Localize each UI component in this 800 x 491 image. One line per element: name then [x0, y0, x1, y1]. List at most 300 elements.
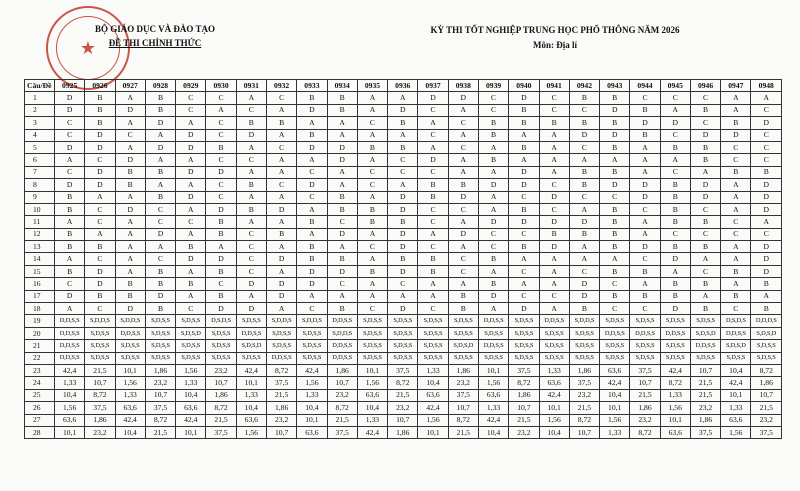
answer-cell: 23,2: [509, 426, 539, 438]
answer-cell: A: [357, 290, 387, 302]
answer-cell: C: [539, 92, 569, 104]
answer-cell: S,D,S,S: [569, 327, 599, 339]
answer-cell: S,D,S,S: [388, 340, 418, 352]
answer-cell: C: [448, 117, 478, 129]
answer-cell: D: [509, 92, 539, 104]
table-row: [25, 117, 782, 129]
answer-cell: 37,5: [85, 402, 115, 414]
question-number: 27: [25, 414, 55, 426]
answer-cell: B: [115, 179, 145, 191]
answer-cell: 10,1: [236, 377, 266, 389]
answer-cell: A: [569, 154, 599, 166]
answer-cell: C: [236, 228, 266, 240]
answer-cell: C: [721, 154, 751, 166]
question-number: 17: [25, 290, 55, 302]
answer-cell: A: [630, 228, 660, 240]
answer-cell: C: [176, 216, 206, 228]
answer-cell: 10,4: [600, 389, 630, 401]
answer-cell: 8,72: [509, 377, 539, 389]
answer-cell: C: [85, 203, 115, 215]
answer-cell: B: [236, 117, 266, 129]
answer-cell: 8,72: [266, 364, 296, 376]
answer-cell: 42,4: [236, 364, 266, 376]
answer-cell: 42,4: [539, 389, 569, 401]
answer-cell: A: [388, 92, 418, 104]
answer-cell: 8,72: [448, 414, 478, 426]
answer-cell: A: [145, 129, 175, 141]
answer-cell: B: [327, 253, 357, 265]
exam-code-header: 0945: [660, 80, 690, 92]
answer-cell: 63,6: [721, 414, 751, 426]
answer-cell: D: [236, 303, 266, 315]
answer-cell: A: [266, 303, 296, 315]
answer-cell: 63,6: [176, 402, 206, 414]
answer-cell: A: [115, 253, 145, 265]
answer-cell: B: [418, 253, 448, 265]
answer-cell: A: [357, 253, 387, 265]
answer-cell: D: [630, 191, 660, 203]
answer-cell: C: [630, 203, 660, 215]
answer-cell: 10,4: [721, 364, 751, 376]
answer-cell: B: [297, 92, 327, 104]
answer-cell: 63,6: [418, 389, 448, 401]
subject-label: Môn: Địa lí: [533, 40, 577, 50]
answer-cell: 42,4: [721, 377, 751, 389]
answer-cell: A: [236, 141, 266, 153]
answer-cell: C: [145, 203, 175, 215]
answer-cell: 42,4: [55, 364, 85, 376]
answer-cell: D: [751, 203, 782, 215]
question-number: 18: [25, 303, 55, 315]
table-row: [25, 426, 782, 438]
answer-cell: S,D,S,S: [660, 352, 690, 364]
answer-cell: A: [509, 278, 539, 290]
exam-code-header: 0937: [418, 80, 448, 92]
answer-cell: B: [448, 290, 478, 302]
answer-cell: C: [509, 228, 539, 240]
answer-cell: S,D,S,S: [145, 327, 175, 339]
answer-cell: 1,33: [297, 389, 327, 401]
answer-cell: B: [115, 290, 145, 302]
question-number: 2: [25, 104, 55, 116]
answer-cell: A: [266, 166, 296, 178]
answer-cell: A: [418, 278, 448, 290]
answer-cell: S,D,S,S: [448, 315, 478, 327]
answer-cell: 10,4: [297, 402, 327, 414]
answer-cell: C: [751, 104, 782, 116]
answer-cell: B: [721, 117, 751, 129]
answer-cell: C: [751, 154, 782, 166]
answer-cell: B: [539, 228, 569, 240]
answer-cell: A: [690, 290, 720, 302]
answer-cell: B: [721, 290, 751, 302]
answer-cell: S,D,S,S: [357, 315, 387, 327]
answer-cell: D: [55, 141, 85, 153]
answer-cell: C: [388, 166, 418, 178]
answer-cell: D,D,S,S: [630, 327, 660, 339]
answer-cell: A: [297, 228, 327, 240]
answer-cell: S,D,S,S: [206, 352, 236, 364]
table-row: [25, 154, 782, 166]
answer-cell: D: [448, 228, 478, 240]
answer-cell: B: [660, 290, 690, 302]
answer-cell: B: [478, 117, 508, 129]
answer-cell: B: [660, 241, 690, 253]
answer-cell: B: [145, 278, 175, 290]
answer-cell: S,D,S,S: [600, 340, 630, 352]
answer-cell: A: [176, 154, 206, 166]
answer-cell: S,D,D,S: [297, 315, 327, 327]
answer-cell: C: [236, 241, 266, 253]
answer-cell: D,D,S,S: [55, 315, 85, 327]
question-number: 13: [25, 241, 55, 253]
answer-cell: S,D,S,S: [721, 352, 751, 364]
answer-cell: D: [448, 191, 478, 203]
answer-cell: C: [690, 228, 720, 240]
answer-cell: C: [176, 303, 206, 315]
answer-cell: S,D,S,D: [176, 327, 206, 339]
answer-cell: A: [539, 253, 569, 265]
answer-cell: C: [660, 166, 690, 178]
question-number: 16: [25, 278, 55, 290]
answer-cell: C: [418, 216, 448, 228]
answer-cell: A: [721, 241, 751, 253]
answer-cell: S,D,S,S: [690, 352, 720, 364]
answer-cell: B: [206, 228, 236, 240]
answer-cell: A: [236, 166, 266, 178]
answer-cell: B: [327, 203, 357, 215]
answer-cell: 10,1: [660, 414, 690, 426]
answer-cell: 1,56: [297, 377, 327, 389]
answer-cell: D: [630, 241, 660, 253]
answer-cell: B: [418, 179, 448, 191]
answer-cell: C: [448, 141, 478, 153]
answer-cell: S,D,S,D: [236, 340, 266, 352]
answer-cell: C: [206, 191, 236, 203]
answer-cell: B: [418, 191, 448, 203]
answer-cell: C: [660, 228, 690, 240]
answer-cell: A: [751, 216, 782, 228]
answer-cell: D: [630, 117, 660, 129]
answer-cell: B: [630, 129, 660, 141]
answer-cell: C: [569, 265, 599, 277]
table-row: [25, 92, 782, 104]
answer-cell: 1,33: [357, 414, 387, 426]
answer-cell: A: [539, 141, 569, 153]
answer-cell: 1,33: [660, 389, 690, 401]
answer-cell: 63,6: [236, 414, 266, 426]
answer-cell: 10,1: [115, 364, 145, 376]
answer-cell: B: [630, 290, 660, 302]
answer-cell: C: [176, 92, 206, 104]
answer-cell: C: [630, 303, 660, 315]
answer-cell: C: [266, 179, 296, 191]
answer-cell: B: [145, 104, 175, 116]
answer-cell: A: [115, 241, 145, 253]
answer-cell: S,D,S,S: [418, 315, 448, 327]
answer-cell: 37,5: [690, 426, 720, 438]
answer-cell: A: [539, 303, 569, 315]
answer-cell: D: [206, 203, 236, 215]
answer-cell: A: [418, 117, 448, 129]
answer-cell: B: [751, 303, 782, 315]
answer-cell: A: [266, 129, 296, 141]
exam-code-header: 0946: [690, 80, 720, 92]
answer-cell: S,D,S,S: [145, 340, 175, 352]
answer-cell: D: [388, 265, 418, 277]
answer-cell: C: [509, 290, 539, 302]
answer-cell: B: [206, 265, 236, 277]
answer-cell: B: [690, 216, 720, 228]
answer-cell: 1,56: [357, 377, 387, 389]
answer-cell: B: [690, 104, 720, 116]
answer-cell: A: [478, 191, 508, 203]
answer-cell: A: [357, 104, 387, 116]
answer-cell: C: [236, 265, 266, 277]
answer-cell: B: [297, 216, 327, 228]
answer-cell: 10,7: [145, 389, 175, 401]
answer-cell: B: [478, 253, 508, 265]
answer-cell: S,D,S,S: [600, 315, 630, 327]
answer-cell: 23,2: [206, 364, 236, 376]
answer-cell: A: [418, 228, 448, 240]
answer-cell: D: [388, 228, 418, 240]
answer-cell: 21,5: [690, 377, 720, 389]
answer-cell: D: [690, 191, 720, 203]
answer-cell: B: [115, 166, 145, 178]
answer-cell: C: [418, 166, 448, 178]
answer-cell: B: [85, 290, 115, 302]
answer-cell: C: [539, 290, 569, 302]
answer-cell: S,D,S,S: [388, 327, 418, 339]
answer-cell: A: [569, 241, 599, 253]
question-number: 6: [25, 154, 55, 166]
answer-cell: S,D,S,S: [85, 352, 115, 364]
answer-cell: D: [327, 154, 357, 166]
answer-cell: 42,4: [115, 414, 145, 426]
answer-cell: D: [115, 154, 145, 166]
exam-code-header: 0928: [145, 80, 175, 92]
answer-cell: D: [569, 216, 599, 228]
answer-cell: C: [388, 154, 418, 166]
answer-cell: 10,7: [509, 402, 539, 414]
answer-cell: 21,5: [751, 402, 782, 414]
answer-cell: C: [600, 303, 630, 315]
exam-code-header: 0932: [266, 80, 296, 92]
answer-cell: A: [266, 265, 296, 277]
answer-cell: C: [630, 92, 660, 104]
question-number: 11: [25, 216, 55, 228]
answer-cell: C: [297, 166, 327, 178]
answer-cell: B: [388, 253, 418, 265]
answer-cell: C: [357, 303, 387, 315]
exam-title: KỲ THI TỐT NGHIỆP TRUNG HỌC PHỔ THÔNG NĂM 2026: [430, 25, 680, 35]
answer-cell: A: [145, 154, 175, 166]
answer-cell: B: [55, 203, 85, 215]
answer-cell: A: [55, 154, 85, 166]
answer-cell: D,D,S,S: [115, 327, 145, 339]
answer-cell: B: [448, 179, 478, 191]
table-row: [25, 253, 782, 265]
answer-cell: D,D,S,S: [327, 315, 357, 327]
answer-cell: A: [448, 129, 478, 141]
answer-cell: 1,86: [509, 389, 539, 401]
answer-cell: S,D,S,S: [357, 352, 387, 364]
answer-cell: D,S,D,S: [721, 315, 751, 327]
answer-cell: D: [55, 92, 85, 104]
answer-cell: B: [690, 141, 720, 153]
table-row: [25, 352, 782, 364]
answer-cell: A: [751, 92, 782, 104]
answer-cell: C: [721, 303, 751, 315]
answer-cell: C: [418, 303, 448, 315]
answer-cell: B: [509, 203, 539, 215]
answer-cell: C: [600, 191, 630, 203]
answer-cell: 63,6: [297, 426, 327, 438]
answer-cell: 10,4: [236, 402, 266, 414]
answer-cell: 37,5: [206, 426, 236, 438]
answer-cell: A: [721, 203, 751, 215]
answer-cell: B: [418, 265, 448, 277]
answer-cell: A: [539, 166, 569, 178]
answer-cell: C: [509, 265, 539, 277]
answer-cell: B: [660, 278, 690, 290]
answer-cell: A: [478, 141, 508, 153]
answer-cell: S,D,S,D: [690, 327, 720, 339]
exam-code-header: 0931: [236, 80, 266, 92]
answer-cell: D: [176, 253, 206, 265]
answer-cell: C: [115, 129, 145, 141]
answer-cell: 63,6: [115, 402, 145, 414]
seal-star-icon: ★: [79, 38, 97, 58]
answer-cell: D,S,D,S: [206, 315, 236, 327]
answer-cell: 1,86: [266, 402, 296, 414]
answer-cell: D: [418, 92, 448, 104]
answer-cell: B: [569, 228, 599, 240]
table-row: [25, 315, 782, 327]
answer-cell: C: [630, 253, 660, 265]
answer-cell: S,D,S,S: [569, 340, 599, 352]
answer-cell: C: [357, 166, 387, 178]
header-row: [25, 80, 782, 92]
answer-cell: A: [448, 154, 478, 166]
question-number: 3: [25, 117, 55, 129]
answer-cell: 21,5: [448, 426, 478, 438]
answer-cell: C: [266, 92, 296, 104]
answer-cell: 23,2: [569, 389, 599, 401]
answer-cell: 1,33: [721, 402, 751, 414]
answer-cell: D: [85, 166, 115, 178]
answer-cell: C: [236, 104, 266, 116]
table-row: [25, 141, 782, 153]
answer-cell: S,D,S,S: [448, 327, 478, 339]
question-number: 15: [25, 265, 55, 277]
answer-cell: C: [721, 228, 751, 240]
answer-cell: A: [55, 216, 85, 228]
answer-cell: C: [55, 129, 85, 141]
exam-code-header: 0930: [206, 80, 236, 92]
answer-cell: D,D,S,S: [660, 327, 690, 339]
answer-cell: D: [721, 129, 751, 141]
answer-cell: 1,33: [236, 389, 266, 401]
answer-cell: B: [539, 117, 569, 129]
question-number: 7: [25, 166, 55, 178]
answer-cell: A: [569, 203, 599, 215]
answer-cell: A: [448, 278, 478, 290]
answer-cell: 10,1: [357, 364, 387, 376]
official-exam-label: ĐỀ THI CHÍNH THỨC: [108, 38, 202, 48]
answer-cell: D,D,S,S: [327, 340, 357, 352]
answer-cell: D: [115, 203, 145, 215]
table-row: [25, 265, 782, 277]
answer-cell: 37,5: [145, 402, 175, 414]
table-row: [25, 129, 782, 141]
exam-code-header: 0927: [115, 80, 145, 92]
answer-cell: D: [388, 241, 418, 253]
exam-code-header: 0929: [176, 80, 206, 92]
answer-cell: 10,7: [206, 377, 236, 389]
answer-cell: A: [297, 154, 327, 166]
answer-cell: 1,33: [478, 402, 508, 414]
answer-cell: C: [751, 129, 782, 141]
answer-cell: 10,7: [327, 377, 357, 389]
answer-cell: C: [509, 191, 539, 203]
answer-cell: A: [327, 241, 357, 253]
answer-cell: C: [660, 92, 690, 104]
answer-cell: B: [176, 278, 206, 290]
answer-cell: S,D,S,S: [176, 315, 206, 327]
answer-cell: D: [478, 179, 508, 191]
answer-cell: B: [85, 241, 115, 253]
answer-cell: C: [721, 216, 751, 228]
answer-cell: 21,5: [145, 426, 175, 438]
question-number: 28: [25, 426, 55, 438]
answer-cell: 10,1: [600, 402, 630, 414]
answer-cell: S,D,S,S: [630, 340, 660, 352]
answer-cell: 63,6: [357, 389, 387, 401]
table-row: [25, 179, 782, 191]
answer-cell: D: [388, 303, 418, 315]
answer-cell: 21,5: [266, 389, 296, 401]
table-row: [25, 104, 782, 116]
answer-cell: 1,86: [85, 414, 115, 426]
answer-cell: A: [448, 104, 478, 116]
table-row: [25, 340, 782, 352]
answer-cell: B: [600, 290, 630, 302]
answer-cell: D: [266, 278, 296, 290]
answer-cell: 23,2: [145, 377, 175, 389]
answer-cell: D: [690, 129, 720, 141]
answer-cell: C: [388, 278, 418, 290]
answer-cell: S,D,S,S: [660, 340, 690, 352]
answer-cell: C: [206, 154, 236, 166]
table-row: [25, 241, 782, 253]
answer-cell: A: [751, 290, 782, 302]
answer-cell: A: [448, 241, 478, 253]
answer-cell: S,D,S,D: [721, 340, 751, 352]
answer-cell: S,D,D,S: [115, 315, 145, 327]
answer-cell: A: [297, 117, 327, 129]
answer-cell: C: [539, 104, 569, 116]
answer-cell: A: [176, 203, 206, 215]
answer-cell: B: [660, 141, 690, 153]
answer-cell: C: [721, 141, 751, 153]
answer-cell: A: [448, 166, 478, 178]
answer-cell: 42,4: [478, 414, 508, 426]
answer-cell: B: [297, 129, 327, 141]
answer-cell: A: [115, 92, 145, 104]
answer-cell: D,D,S,S: [478, 315, 508, 327]
